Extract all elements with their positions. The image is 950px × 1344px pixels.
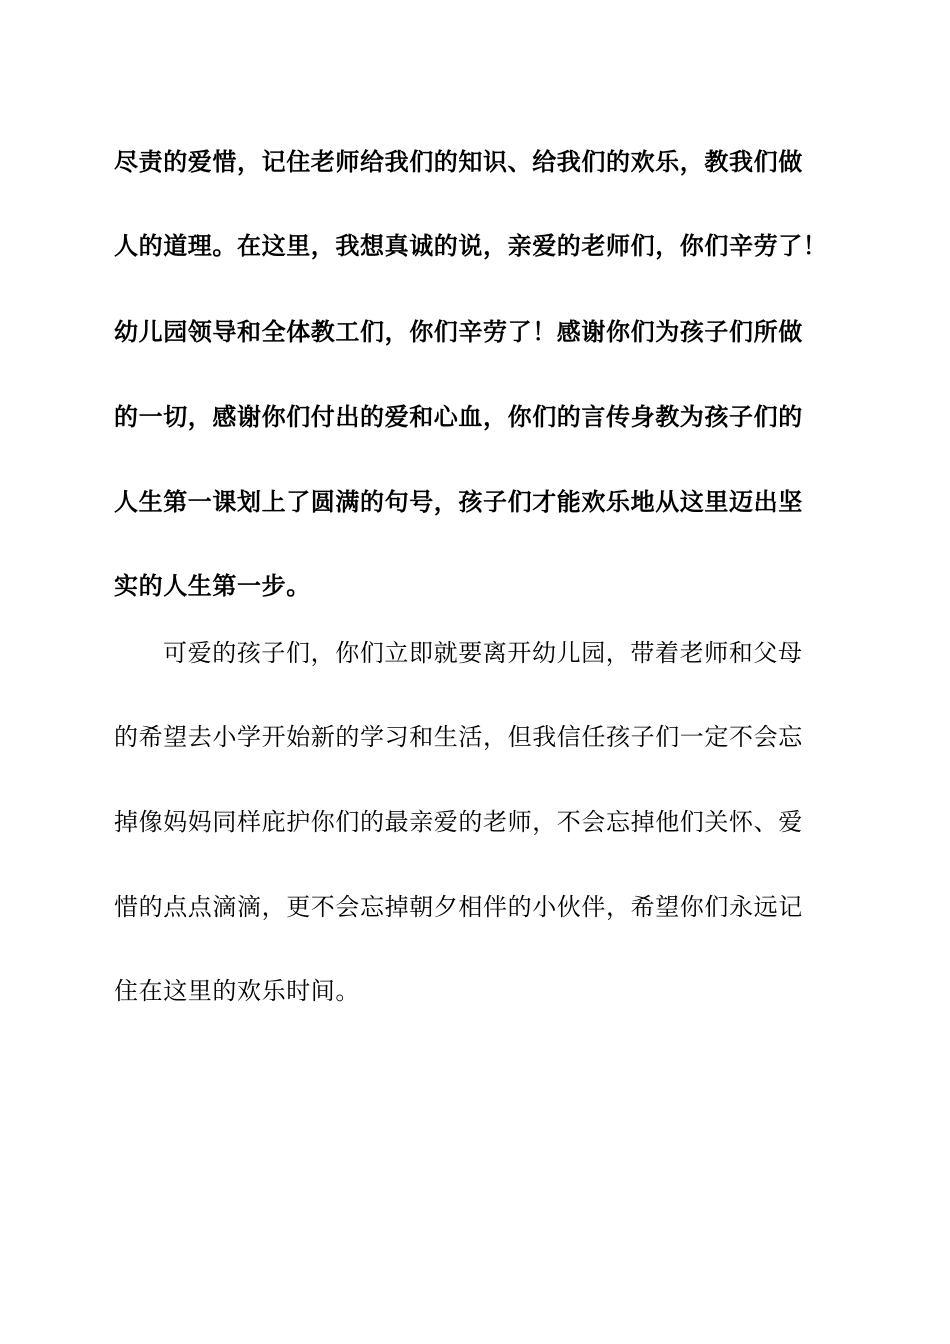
text-line: 住在这里的欢乐时间。 (114, 977, 360, 1005)
text-line: 的希望去小学开始新的学习和生活，但我信任孩子们一定不会忘 (114, 723, 803, 751)
text-line: 人生第一课划上了圆满的句号，孩子们才能欢乐地从这里迈出坚 (114, 487, 803, 516)
text-line: 可爱的孩子们，你们立即就要离开幼儿园，带着老师和父母 (163, 639, 803, 667)
text-line: 的一切，感谢你们付出的爱和心血，你们的言传身教为孩子们的 (114, 402, 803, 431)
text-line: 掉像妈妈同样庇护你们的最亲爱的老师，不会忘掉他们关怀、爱 (114, 808, 803, 836)
text-line: 尽责的爱惜，记住老师给我们的知识、给我们的欢乐，教我们做 (114, 147, 803, 176)
text-line: 惜的点点滴滴，更不会忘掉朝夕相伴的小伙伴，希望你们永远记 (114, 893, 803, 921)
text-line: 人的道理。在这里，我想真诚的说，亲爱的老师们，你们辛劳了！ (114, 231, 828, 260)
text-line: 幼儿园领导和全体教工们，你们辛劳了！感谢你们为孩子们所做 (114, 317, 803, 346)
text-line: 实的人生第一步。 (114, 571, 311, 600)
